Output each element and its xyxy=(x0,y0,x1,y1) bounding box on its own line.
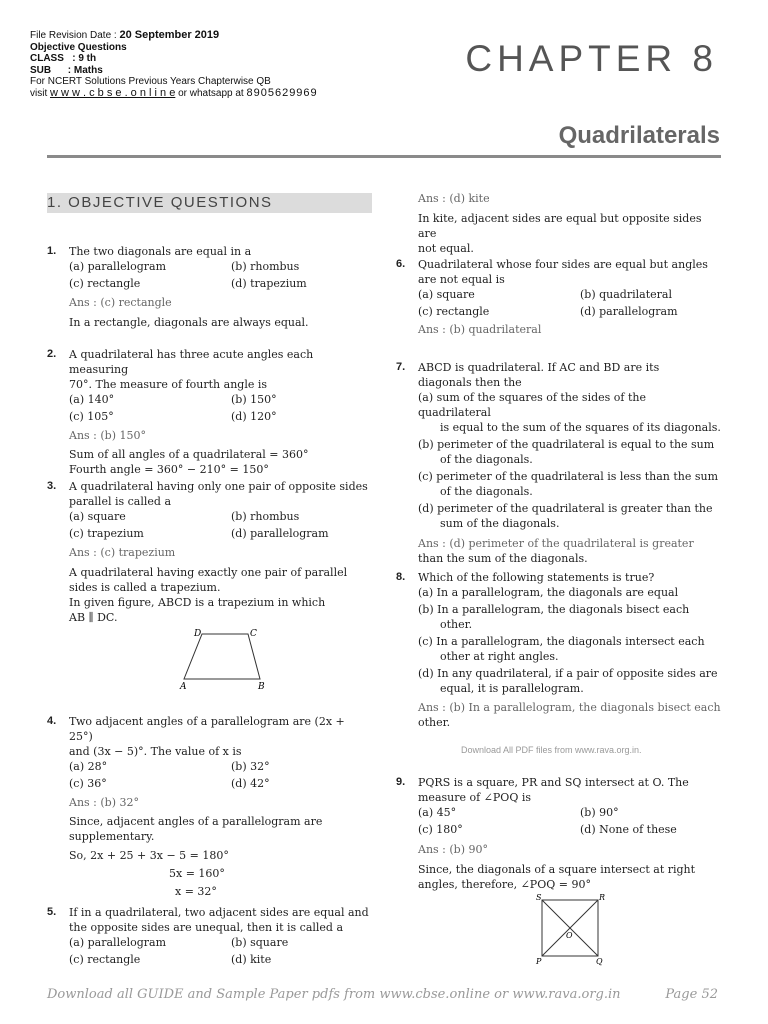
question-number: 4. xyxy=(47,715,57,727)
section-bar xyxy=(47,193,372,213)
explanation-line: Since, adjacent angles of a parallelogram are xyxy=(69,815,323,828)
header-divider xyxy=(47,155,721,158)
option-d: (d) kite xyxy=(231,953,272,966)
question-text: The two diagonals are equal in a xyxy=(69,245,252,258)
answer: Ans : (c) trapezium xyxy=(69,546,176,559)
option-a: (a) square xyxy=(418,288,475,301)
option-c: (c) rectangle xyxy=(418,305,490,318)
option-a: (a) parallelogram xyxy=(69,936,167,949)
answer: Ans : (c) rectangle xyxy=(69,296,172,309)
question-number: 1. xyxy=(47,245,57,257)
question-text-line: diagonals then the xyxy=(418,376,522,389)
option-b: (b) 90° xyxy=(580,806,619,819)
revision-date: 20 September 2019 xyxy=(119,29,220,41)
question-number: 3. xyxy=(47,480,57,492)
question-text-line: measure of ∠POQ is xyxy=(418,791,531,804)
download-note: Download All PDF files from www.rava.org.in. xyxy=(461,745,642,755)
answer: Ans : (b) quadrilateral xyxy=(418,323,542,336)
meta-line-class: CLASS : 9 th xyxy=(30,53,97,64)
explanation-line: A quadrilateral having exactly one pair of parallel xyxy=(69,566,348,579)
option-a: (a) 45° xyxy=(418,806,457,819)
explanation-line: In kite, adjacent sides are equal but opposite sides are xyxy=(418,212,702,240)
meta-line-objective: Objective Questions xyxy=(30,41,127,53)
option-c: (c) trapezium xyxy=(69,527,144,540)
header-meta xyxy=(30,30,318,99)
option-c-line: other at right angles. xyxy=(440,650,559,663)
option-c-line: (c) In a parallelogram, the diagonals intersect each xyxy=(418,635,705,648)
question-number: 8. xyxy=(396,571,406,583)
explanation-line: angles, therefore, ∠POQ = 90° xyxy=(418,878,591,891)
question-text-line: A quadrilateral having only one pair of opposite sides xyxy=(69,480,368,493)
phone-number: 8905629969 xyxy=(246,86,318,99)
option-c-line: of the diagonals. xyxy=(440,485,533,498)
question-text: Which of the following statements is true? xyxy=(418,571,655,584)
question-text-line: the opposite sides are unequal, then it is called a xyxy=(69,921,344,934)
explanation-line: Sum of all angles of a quadrilateral = 360° xyxy=(69,448,309,461)
option-c: (c) 105° xyxy=(69,410,114,423)
option-a: (a) parallelogram xyxy=(69,260,167,273)
visit-mid: or whatsapp at xyxy=(175,87,247,99)
option-c: (c) rectangle xyxy=(69,277,141,290)
vertex-label-b: B xyxy=(258,682,265,692)
option-b-line: (b) perimeter of the quadrilateral is equal to the sum xyxy=(418,438,715,451)
option-d-line: sum of the diagonals. xyxy=(440,517,560,530)
question-text-line: are not equal is xyxy=(418,273,505,286)
answer: Ans : (b) 150° xyxy=(69,429,146,442)
answer-line: Ans : (b) In a parallelogram, the diagonals bisect each xyxy=(418,701,721,714)
page-number: Page 52 xyxy=(665,987,718,1002)
question-text-line: parallel is called a xyxy=(69,495,171,508)
meta-line-sub: SUB : Maths xyxy=(30,64,103,76)
option-c-line: (c) perimeter of the quadrilateral is less than the sum xyxy=(418,470,719,483)
option-b-line: of the diagonals. xyxy=(440,453,533,466)
option-b: (b) 150° xyxy=(231,393,277,406)
site-link[interactable]: w w w . c b s e . o n l i n e xyxy=(50,86,176,99)
question-text-line: A quadrilateral has three acute angles each measuring xyxy=(69,348,314,376)
answer-line: other. xyxy=(418,716,451,729)
answer-line: than the sum of the diagonals. xyxy=(418,552,588,565)
vertex-label-s: S xyxy=(536,893,542,902)
option-d-line: equal, it is parallelogram. xyxy=(440,682,584,695)
explanation-line: supplementary. xyxy=(69,830,155,843)
option-b-line: (b) In a parallelogram, the diagonals bisect each xyxy=(418,603,690,616)
option-c: (c) 180° xyxy=(418,823,463,836)
vertex-label-r: R xyxy=(599,893,606,902)
explanation-line: 5x = 160° xyxy=(169,867,225,880)
option-b: (b) rhombus xyxy=(231,260,300,273)
option-d-line: (d) perimeter of the quadrilateral is greater than the xyxy=(418,502,713,515)
vertex-label-p: P xyxy=(536,957,542,966)
question-number: 2. xyxy=(47,348,57,360)
explanation-line: In given figure, ABCD is a trapezium in which xyxy=(69,596,326,609)
answer: Ans : (d) kite xyxy=(418,192,490,205)
vertex-label-d: D xyxy=(194,629,202,639)
option-a: (a) square xyxy=(69,510,126,523)
option-a: (a) 140° xyxy=(69,393,115,406)
meta-line-ncert: For NCERT Solutions Previous Years Chapterwise QB xyxy=(30,76,271,87)
explanation-line: Fourth angle = 360° − 210° = 150° xyxy=(69,463,269,476)
footer-text: Download all GUIDE and Sample Paper pdfs from www.cbse.online or www.rava.org.in xyxy=(47,987,621,1002)
question-5-answer xyxy=(418,191,721,256)
option-c: (c) 36° xyxy=(69,777,107,790)
center-label-o: O xyxy=(566,931,573,940)
question-number: 6. xyxy=(396,258,406,270)
option-d: (d) trapezium xyxy=(231,277,307,290)
option-a: (a) In a parallelogram, the diagonals are equal xyxy=(418,586,679,599)
trapezium-shape xyxy=(184,634,260,679)
section-title: 1. OBJECTIVE QUESTIONS xyxy=(47,194,273,211)
question-number: 7. xyxy=(396,361,406,373)
explanation-line: x = 32° xyxy=(175,885,217,898)
answer: Ans : (b) 90° xyxy=(418,843,488,856)
question-text-line: and (3x − 5)°. The value of x is xyxy=(69,745,242,758)
revision-label: File Revision Date : xyxy=(30,30,120,41)
option-a-line: (a) sum of the squares of the sides of the quadrilateral xyxy=(418,391,646,419)
question-text-line: Two adjacent angles of a parallelogram are (2x + 25°) xyxy=(69,715,345,743)
question-text-line: Quadrilateral whose four sides are equal but angles xyxy=(418,258,708,271)
question-number: 9. xyxy=(396,776,406,788)
trapezium-figure xyxy=(170,624,270,692)
option-a-line: is equal to the sum of the squares of its diagonals. xyxy=(440,421,721,434)
option-d: (d) None of these xyxy=(580,823,677,836)
option-b-line: other. xyxy=(440,618,473,631)
question-text-line: PQRS is a square, PR and SQ intersect at O. The xyxy=(418,776,689,789)
option-d: (d) 120° xyxy=(231,410,277,423)
question-text-line: ABCD is quadrilateral. If AC and BD are its xyxy=(418,361,660,374)
square-figure xyxy=(530,890,610,966)
option-d: (d) 42° xyxy=(231,777,270,790)
explanation-line: AB ∥ DC. xyxy=(69,611,118,624)
question-text-line: 70°. The measure of fourth angle is xyxy=(69,378,268,391)
option-b: (b) rhombus xyxy=(231,510,300,523)
option-b: (b) quadrilateral xyxy=(580,288,672,301)
option-d: (d) parallelogram xyxy=(580,305,678,318)
option-b: (b) 32° xyxy=(231,760,270,773)
option-b: (b) square xyxy=(231,936,289,949)
explanation: In a rectangle, diagonals are always equal. xyxy=(69,316,309,329)
question-text-line: If in a quadrilateral, two adjacent sides are equal and xyxy=(69,906,369,919)
explanation-line: Since, the diagonals of a square intersect at right xyxy=(418,863,696,876)
visit-prefix: visit xyxy=(30,87,50,99)
chapter-title: Quadrilaterals xyxy=(558,122,720,149)
vertex-label-c: C xyxy=(250,629,257,639)
question-number: 5. xyxy=(47,906,57,918)
option-d-line: (d) In any quadrilateral, if a pair of opposite sides are xyxy=(418,667,718,680)
explanation-line: not equal. xyxy=(418,242,474,255)
option-c: (c) rectangle xyxy=(69,953,141,966)
explanation-line: So, 2x + 25 + 3x − 5 = 180° xyxy=(69,849,229,862)
vertex-label-a: A xyxy=(180,682,187,692)
option-d: (d) parallelogram xyxy=(231,527,329,540)
explanation-line: sides is called a trapezium. xyxy=(69,581,221,594)
option-a: (a) 28° xyxy=(69,760,108,773)
answer: Ans : (b) 32° xyxy=(69,796,139,809)
answer-line: Ans : (d) perimeter of the quadrilateral is greater xyxy=(418,537,694,550)
vertex-label-q: Q xyxy=(596,957,603,966)
chapter-heading: CHAPTER 8 xyxy=(465,38,718,79)
